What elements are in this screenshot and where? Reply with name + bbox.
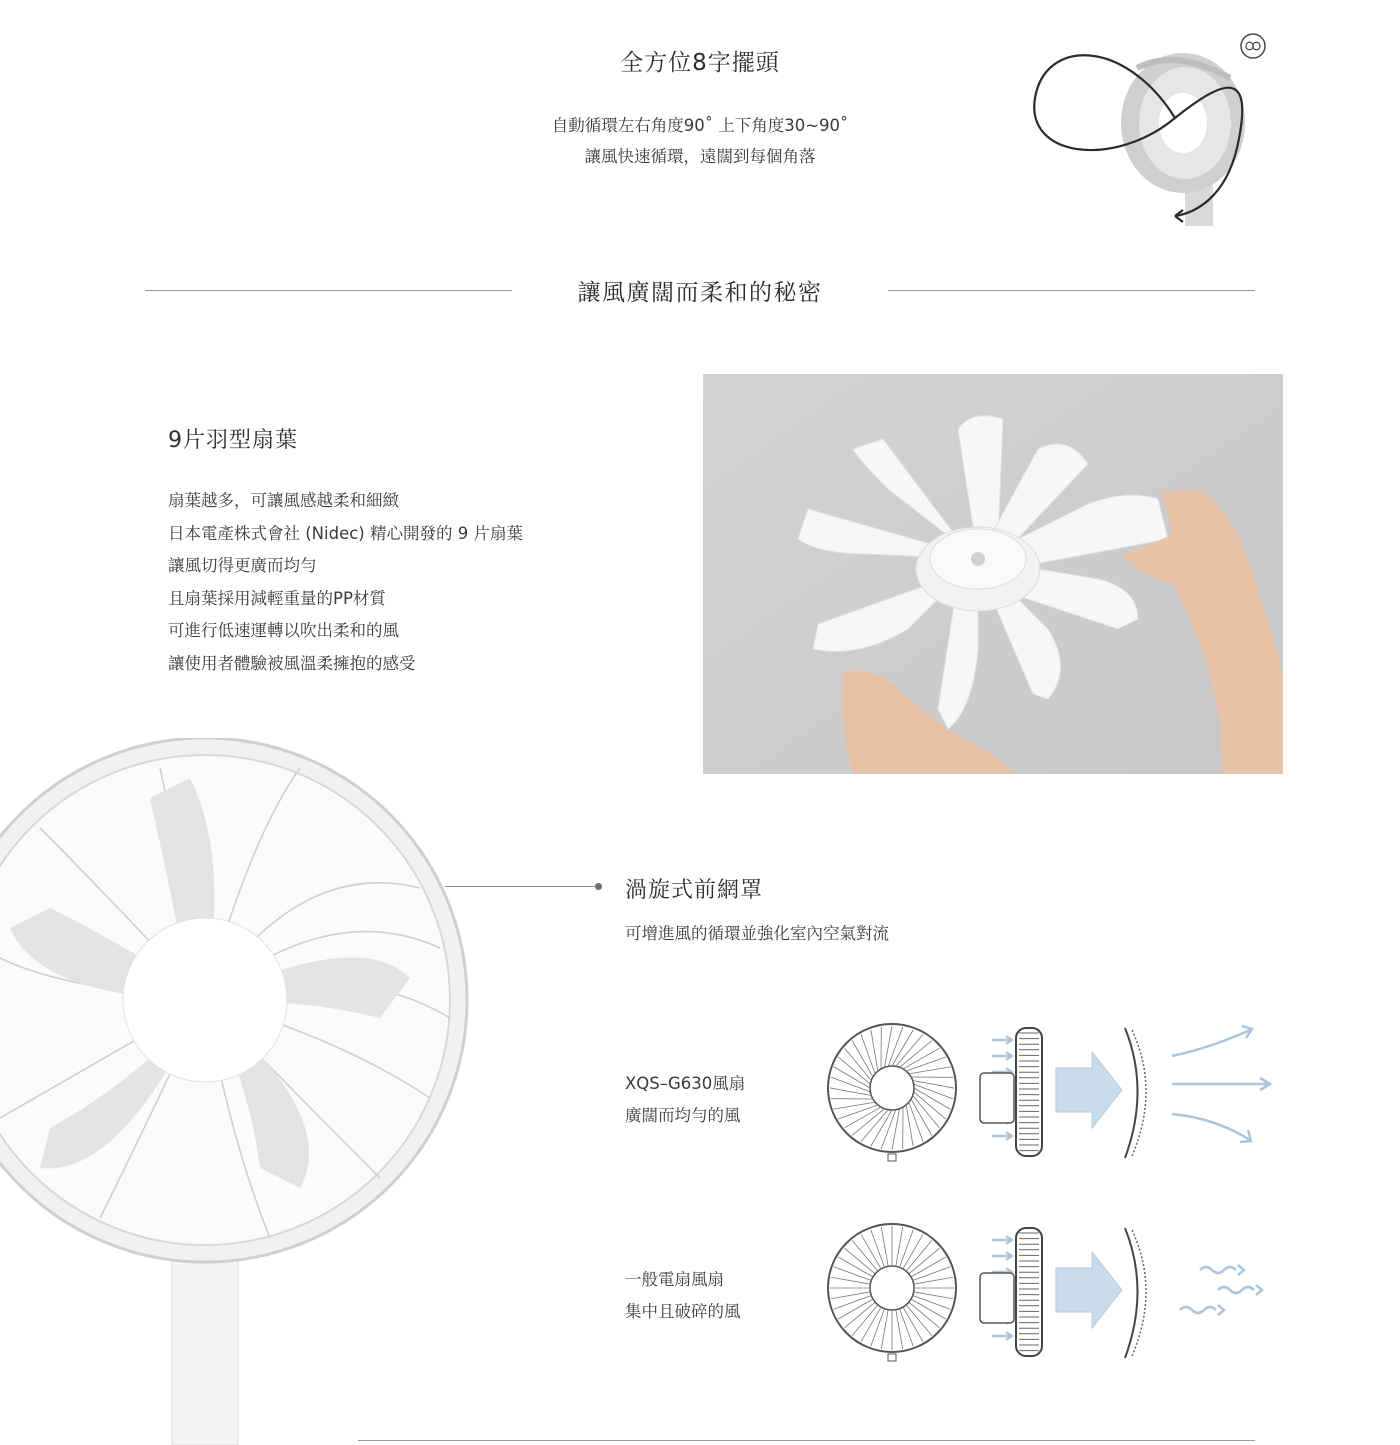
blades-description xyxy=(168,485,523,680)
comparison-model-name: XQS–G630風扇 xyxy=(625,1074,746,1093)
grille-front-view xyxy=(828,1224,956,1361)
blades-desc-line: 且扇葉採用減輕重量的PP材質 xyxy=(168,588,386,608)
callout-dot xyxy=(595,883,602,890)
bottom-divider xyxy=(358,1440,1255,1441)
figure-eight-swing-graphic xyxy=(1025,28,1285,233)
blades-desc-line: 讓使用者體驗被風溫柔擁抱的感受 xyxy=(168,653,416,673)
swing-desc-line-1: 自動循環左右角度90˚ 上下角度30~90˚ xyxy=(551,116,849,135)
grille-side-view xyxy=(1125,1028,1146,1158)
airflow-diagram-wide xyxy=(820,1018,1280,1168)
grille-front-view xyxy=(828,1024,956,1161)
blades-desc-line: 讓風切得更廣而均勻 xyxy=(168,556,317,575)
swing-section-title: 全方位8字擺頭 xyxy=(620,50,780,76)
wide-airflow-arrows xyxy=(1172,1026,1270,1142)
infinity-icon xyxy=(1241,34,1265,58)
fan-blade-photo-drawing xyxy=(703,374,1283,774)
big-flow-arrow xyxy=(1056,1252,1122,1328)
blades-desc-line: 扇葉越多，可讓風感越柔和細緻 xyxy=(168,491,399,510)
airflow-diagram-broken xyxy=(820,1218,1280,1368)
fan-blade-photo xyxy=(703,374,1283,774)
heading-divider-right xyxy=(888,290,1255,291)
blades-title: 9片羽型扇葉 xyxy=(168,428,298,453)
blades-desc-line: 可進行低速運轉以吹出柔和的風 xyxy=(168,621,399,640)
grille-description: 可增進風的循環並強化室內空氣對流 xyxy=(625,924,889,943)
broken-airflow-arrows xyxy=(1180,1265,1262,1315)
grille-title: 渦旋式前網罩 xyxy=(625,878,764,903)
comparison-wind-description: 廣闊而均勻的風 xyxy=(625,1106,741,1125)
comparison-normal-fan-label xyxy=(625,1264,741,1328)
heading-divider-left xyxy=(145,290,512,291)
comparison-our-fan-label xyxy=(625,1068,745,1132)
comparison-model-name: 一般電扇風扇 xyxy=(625,1270,724,1289)
comparison-wind-description: 集中且破碎的風 xyxy=(625,1302,741,1321)
callout-line xyxy=(445,886,597,887)
swing-desc-line-2: 讓風快速循環，遠闊到每個角落 xyxy=(584,147,816,166)
secret-section-heading: 讓風廣闊而柔和的秘密 xyxy=(577,280,823,306)
blades-desc-line: 日本電產株式會社 (Nidec) 精心開發的 9 片扇葉 xyxy=(168,523,523,543)
swing-section-description xyxy=(400,110,1000,172)
fan-front-illustration xyxy=(0,738,500,1445)
grille-side-view xyxy=(1125,1228,1146,1358)
big-flow-arrow xyxy=(1056,1052,1122,1128)
